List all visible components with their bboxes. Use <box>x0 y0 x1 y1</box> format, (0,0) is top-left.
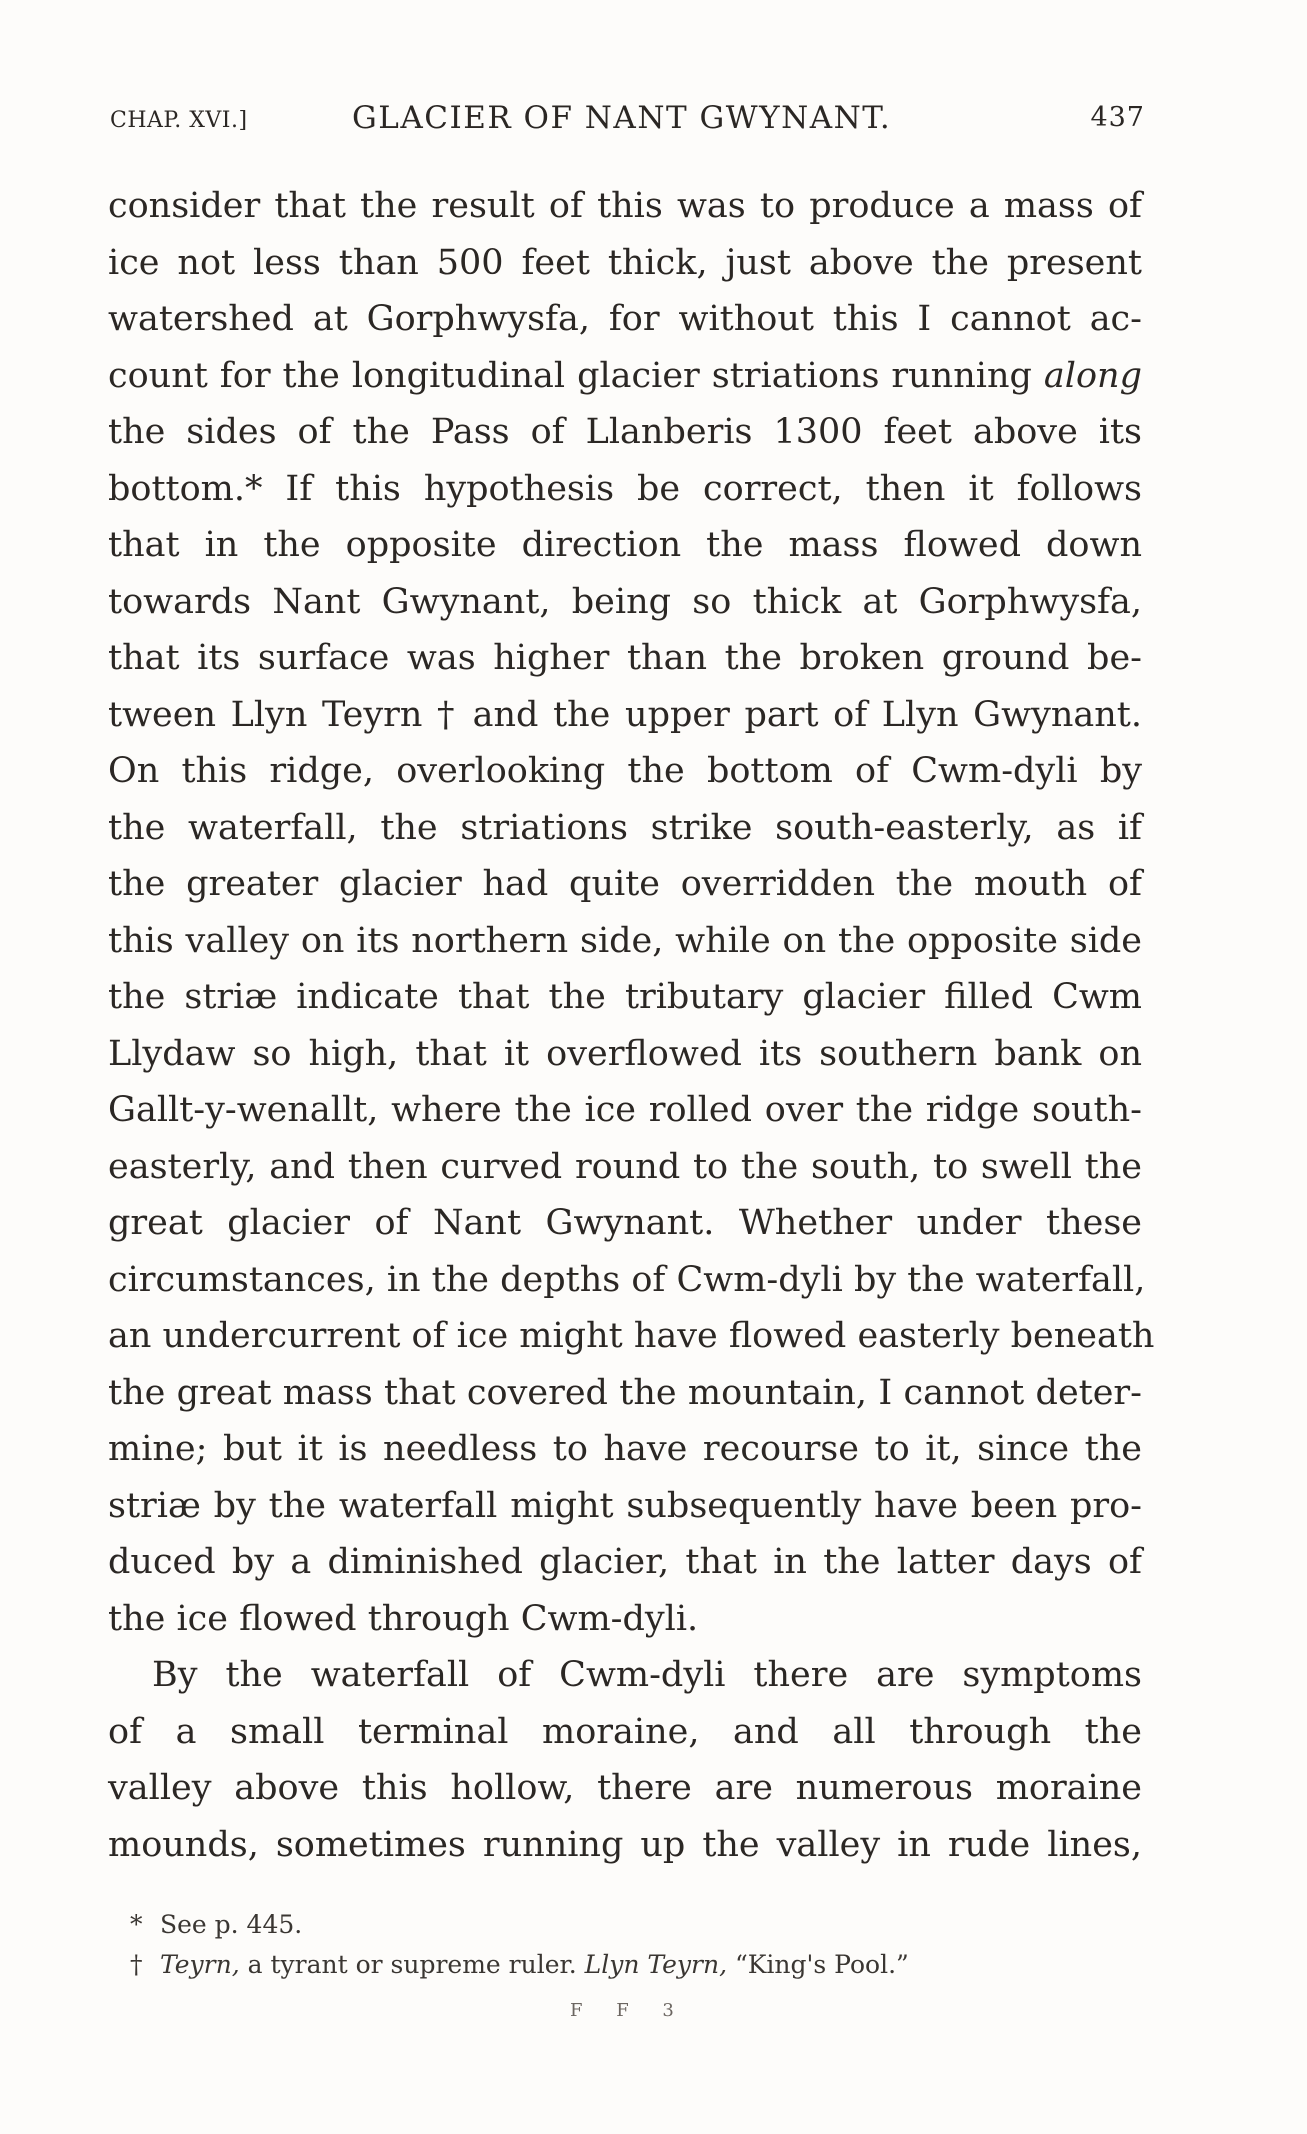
text-line: ice not less than 500 feet thick, just above the present <box>108 242 1142 283</box>
text-line: the waterfall, the striations strike south-easterly, as if <box>108 807 1142 848</box>
footnote-text: “King's Pool.” <box>727 1950 909 1979</box>
text-line: On this ridge, overlooking the bottom of Cwm-dyli by <box>108 751 1142 791</box>
text-line: By the waterfall of Cwm-dyli there are symptoms <box>152 1655 1142 1695</box>
page-title: GLACIER OF NANT GWYNANT. <box>352 100 892 136</box>
footnote-mark: * <box>130 1910 143 1939</box>
text-line: mounds, sometimes running up the valley in rude lines, <box>108 1824 1142 1865</box>
text-line: tween Llyn Teyrn † and the upper part of Llyn Gwynant. <box>108 694 1142 735</box>
text-line: towards Nant Gwynant, being so thick at Gorphwysfa, <box>108 581 1142 622</box>
text-line: consider that the result of this was to produce a mass of <box>108 186 1142 226</box>
text-line: the sides of the Pass of Llanberis 1300 feet above its <box>108 412 1142 452</box>
text-segment: count for the longitudinal glacier striations running <box>108 355 1032 396</box>
chapter-label: CHAP. XVI.] <box>110 108 248 133</box>
text-line: duced by a diminished glacier, that in the latter days of <box>108 1542 1142 1582</box>
text-line: the ice flowed through Cwm-dyli. <box>108 1598 699 1639</box>
text-line: that its surface was higher than the broken ground be- <box>108 638 1142 678</box>
body-text <box>108 178 1155 1873</box>
text-line: watershed at Gorphwysfa, for without this I cannot ac- <box>108 299 1142 339</box>
running-header <box>110 100 1145 144</box>
footnote-1 <box>130 1905 1090 1945</box>
text-line: circumstances, in the depths of Cwm-dyli by the waterfall, <box>108 1259 1146 1300</box>
footnote-term: Teyrn, <box>160 1950 240 1979</box>
text-line: the great mass that covered the mountain, I cannot deter- <box>108 1372 1142 1413</box>
footnotes <box>130 1905 1090 1985</box>
text-line: easterly, and then curved round to the south, to swell the <box>108 1146 1142 1187</box>
text-line: great glacier of Nant Gwynant. Whether under these <box>108 1203 1142 1243</box>
footnote-term: Llyn Teyrn, <box>584 1950 728 1979</box>
text-line: the greater glacier had quite overridden the mouth of <box>108 864 1142 904</box>
text-line: bottom.* If this hypothesis be correct, then it follows <box>108 468 1142 509</box>
text-line: of a small terminal moraine, and all through the <box>108 1711 1142 1752</box>
text-line: mine; but it is needless to have recourse to it, since the <box>108 1429 1142 1469</box>
text-line <box>108 348 1142 405</box>
text-line: striæ by the waterfall might subsequently have been pro- <box>108 1485 1142 1526</box>
page-number: 437 <box>1090 102 1145 133</box>
footnote-2 <box>130 1945 1090 1985</box>
footnote-mark: † <box>130 1950 143 1979</box>
text-line: that in the opposite direction the mass flowed down <box>108 525 1142 565</box>
footnote-text: a tyrant or supreme ruler. <box>239 1950 585 1979</box>
text-line: Llydaw so high, that it overflowed its southern bank on <box>108 1033 1142 1074</box>
text-line: this valley on its northern side, while on the opposite side <box>108 920 1142 961</box>
text-line: valley above this hollow, there are numerous moraine <box>108 1768 1142 1808</box>
footnote-text: See p. 445. <box>160 1910 303 1939</box>
printer-signature: F F 3 <box>570 2000 688 2021</box>
emphasis-word: along <box>1043 355 1142 396</box>
text-line: the striæ indicate that the tributary glacier filled Cwm <box>108 977 1142 1017</box>
text-line: an undercurrent of ice might have flowed easterly beneath <box>108 1316 1155 1356</box>
text-line: Gallt-y-wenallt, where the ice rolled over the ridge south- <box>108 1090 1142 1130</box>
